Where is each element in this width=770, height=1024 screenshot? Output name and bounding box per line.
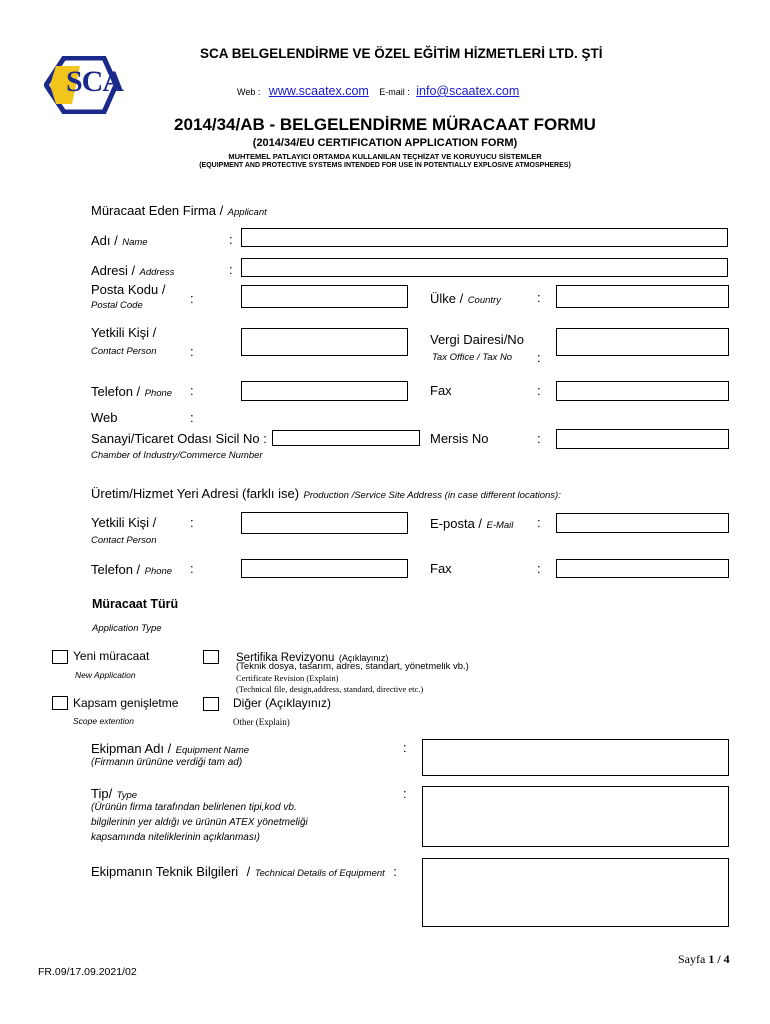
tech-details-en: Technical Details of Equipment [254,868,385,879]
tax-label-en: Tax Office / Tax No [432,352,513,363]
fax-label: Fax [430,383,452,398]
production-heading-en: Production /Service Site Address (in case different locations): [303,490,561,501]
revision-note: (Açıklayınız) [338,653,389,663]
phone-field[interactable] [241,381,408,401]
form-subtitle: (2014/34/EU CERTIFICATION APPLICATION FORM) [252,137,518,149]
country-label-tr: Ülke / [430,291,464,306]
app-type-heading-en: Application Type [92,623,162,634]
country-field[interactable] [556,285,729,308]
phone-label [91,383,172,401]
equipment-name-en: Equipment Name [175,745,250,756]
name-field[interactable] [241,228,728,247]
new-application-label: Yeni müracaat [73,649,150,663]
contact-field[interactable] [241,328,408,356]
form-title: 2014/34/AB - BELGELENDİRME MÜRACAAT FORMU [174,115,596,134]
postal-field[interactable] [241,285,408,308]
applicant-heading-label: Müracaat Eden Firma / [91,203,224,218]
revision-label-tr: Sertifika Revizyonu [236,652,335,664]
type-note-3: kapsamında niteliklerinin açıklanması) [91,832,260,843]
page-number [678,952,730,967]
equipment-name-field[interactable] [422,739,729,776]
country-colon: : [537,290,541,305]
web-label: Web : [237,87,261,97]
tech-details-colon: : [393,864,397,879]
tax-colon: : [537,350,541,365]
postal-label: Posta Kodu / [91,282,166,297]
postal-colon: : [190,291,194,306]
new-application-checkbox[interactable] [52,650,68,664]
new-application-label-en: New Application [75,670,136,680]
prod-contact-label-en: Contact Person [91,535,157,546]
type-note-1: (Ürünün firma tarafından belirlenen tipi,kod vb. [91,802,297,813]
form-code: FR.09/17.09.2021/02 [38,966,137,978]
type-colon: : [403,786,407,801]
country-label [430,290,501,308]
tax-label: Vergi Dairesi/No [430,332,524,347]
email-label: E-mail : [379,87,410,97]
web-link[interactable]: www.scaatex.com [268,84,369,98]
fax-field[interactable] [556,381,729,401]
chamber-label-en: Chamber of Industry/Commerce Number [91,450,263,461]
prod-email-label [430,515,513,533]
revision-detail-en: (Technical file, design,address, standard, directive etc.) [236,684,424,694]
form-scope-en: (EQUIPMENT AND PROTECTIVE SYSTEMS INTENDED FOR USE IN POTENTIALLY EXPLOSIVE ATMOSPHERES) [199,162,571,169]
scope-label: Kapsam genişletme [73,696,179,710]
prod-phone-field[interactable] [241,559,408,578]
contact-colon: : [190,344,194,359]
contact-label: Yetkili Kişi / [91,325,157,340]
prod-email-colon: : [537,515,541,530]
prod-fax-label: Fax [430,561,452,576]
type-label-tr: Tip/ [91,786,113,801]
mersis-colon: : [537,431,541,446]
logo [44,56,142,114]
tech-details-slash: / [246,864,251,879]
equipment-name-note: (Firmanın ürününe verdiği tam ad) [91,757,243,768]
page-total: 4 [723,952,730,966]
name-label-tr: Adı / [91,233,118,248]
prod-phone-label [91,561,172,579]
prod-email-label-tr: E-posta / [430,516,483,531]
scope-checkbox[interactable] [52,696,68,710]
production-heading-tr: Üretim/Hizmet Yeri Adresi (farklı ise) [91,486,300,501]
equipment-name-label [91,740,249,758]
equipment-name-colon: : [403,740,407,755]
country-label-en: Country [467,295,501,306]
postal-label-en: Postal Code [91,300,143,311]
phone-label-tr: Telefon / [91,384,141,399]
name-label [91,232,148,250]
mersis-field[interactable] [556,429,729,449]
prod-phone-label-en: Phone [144,566,173,577]
mersis-label: Mersis No [430,431,489,446]
type-label [91,785,137,803]
address-field[interactable] [241,258,728,277]
prod-phone-label-tr: Telefon / [91,562,141,577]
page-sep: / [717,952,721,966]
other-label-en: Other (Explain) [233,717,290,727]
applicant-heading [91,202,267,220]
web-field-colon: : [190,410,194,425]
chamber-field[interactable] [272,430,420,446]
fax-colon: : [537,383,541,398]
logo-text: SCA [66,65,124,98]
type-label-en: Type [116,790,138,801]
prod-contact-colon: : [190,515,194,530]
prod-email-label-en: E-Mail [486,520,514,531]
page-current: 1 [708,952,715,966]
chamber-label: Sanayi/Ticaret Odası Sicil No : [91,431,267,446]
equipment-name-tr: Ekipman Adı / [91,741,172,756]
revision-label-en: Certificate Revision (Explain) [236,673,339,683]
prod-phone-colon: : [190,561,194,576]
phone-label-en: Phone [144,388,173,399]
tech-details-field[interactable] [422,858,729,927]
prod-contact-label: Yetkili Kişi / [91,515,157,530]
revision-checkbox[interactable] [203,650,219,664]
tech-details-tr: Ekipmanın Teknik Bilgileri [91,864,239,879]
page-label: Sayfa [678,952,706,966]
other-checkbox[interactable] [203,697,219,711]
web-field-label: Web [91,410,118,425]
contact-line [237,82,519,100]
address-label-en: Address [139,267,175,278]
name-colon: : [229,232,233,247]
other-label: Diğer (Açıklayınız) [233,696,332,710]
email-link[interactable]: info@scaatex.com [416,84,520,98]
revision-detail: (Teknik dosya, tasarım, adres, standart, yönetmelik vb.) [236,661,469,672]
production-heading [91,485,561,503]
prod-fax-colon: : [537,561,541,576]
contact-label-en: Contact Person [91,346,157,357]
address-colon: : [229,262,233,277]
type-field[interactable] [422,786,729,847]
applicant-heading-en: Applicant [227,207,267,218]
scope-label-en: Scope extention [73,716,134,726]
company-name: SCA BELGELENDİRME VE ÖZEL EĞİTİM HİZMETLERİ LTD. ŞTİ [200,46,603,61]
tech-details-label [91,863,397,881]
app-type-heading: Müracaat Türü [92,597,179,611]
prod-fax-field[interactable] [556,559,729,578]
form-scope-tr: MUHTEMEL PATLAYICI ORTAMDA KULLANILAN TEÇHİZAT VE KORUYUCU SİSTEMLER [228,152,542,161]
prod-contact-field[interactable] [241,512,408,534]
prod-email-field[interactable] [556,513,729,533]
name-label-en: Name [122,237,148,248]
phone-colon: : [190,383,194,398]
type-note-2: bilgilerinin yer aldığı ve ürünün ATEX yönetmeliği [91,817,308,828]
tax-field[interactable] [556,328,729,356]
address-label [91,262,174,280]
address-label-tr: Adresi / [91,263,136,278]
